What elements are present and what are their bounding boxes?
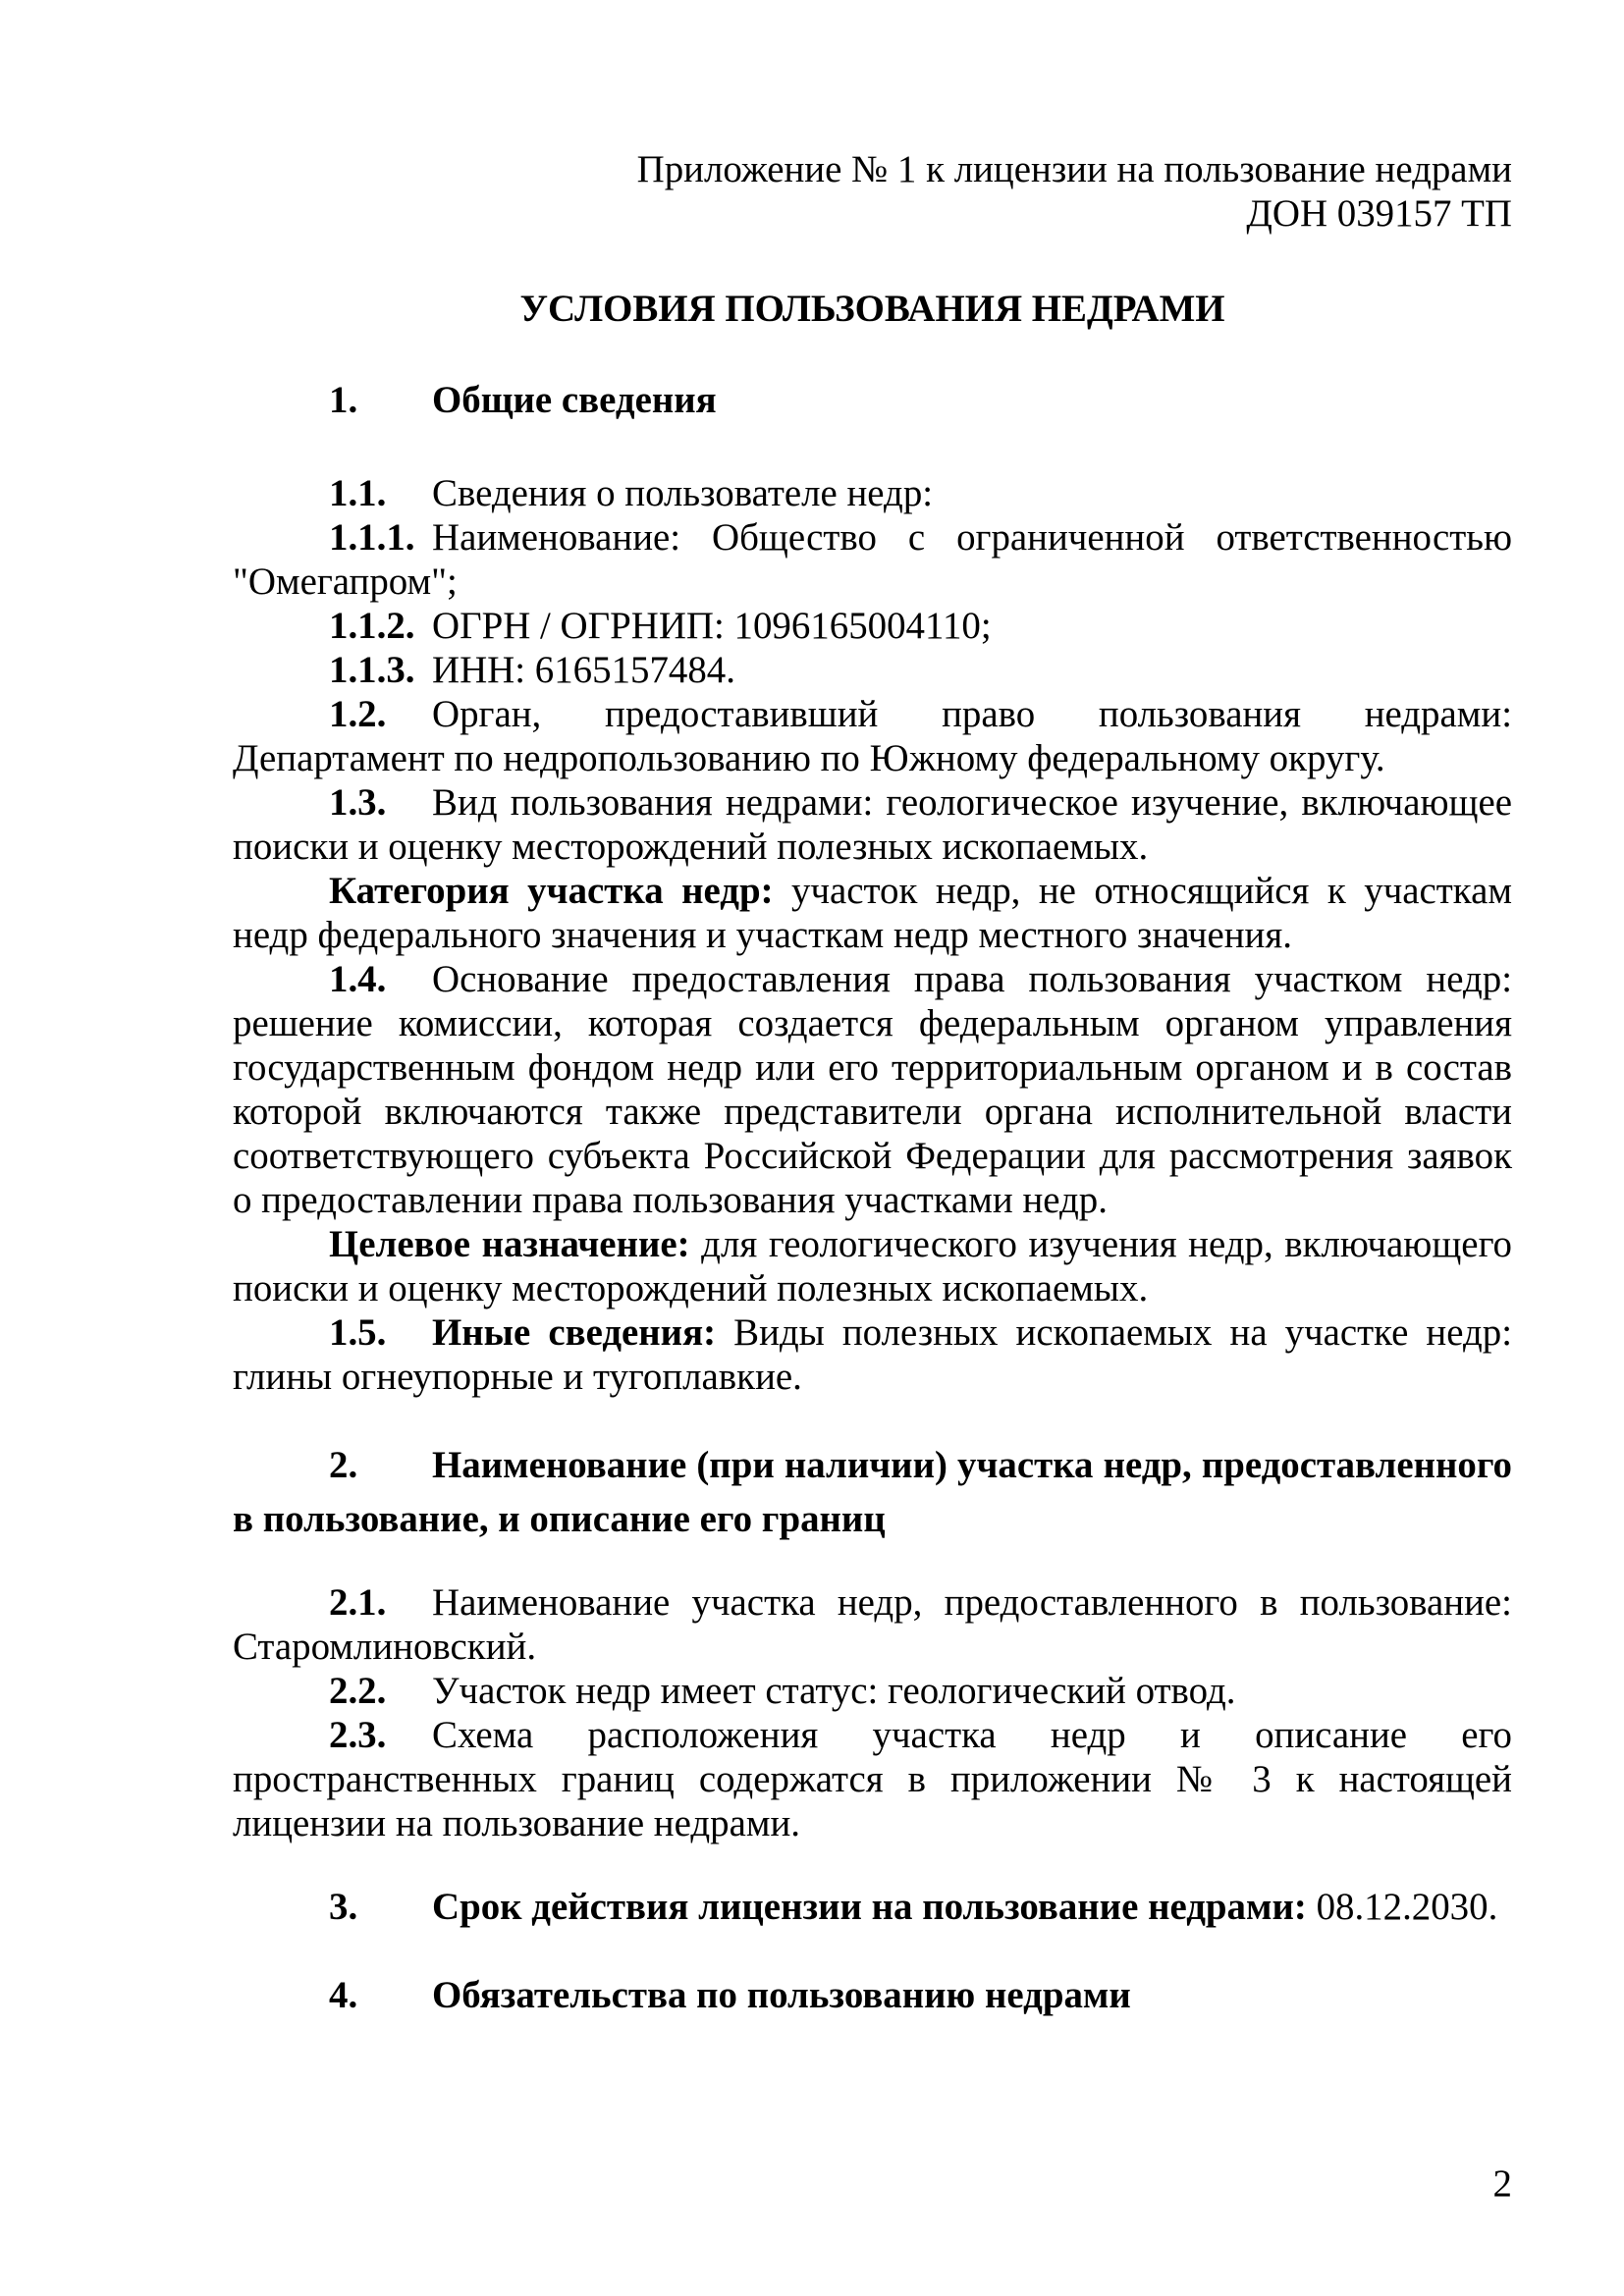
- para-1-2-number: 1.2.: [329, 693, 387, 735]
- para-2-3-text: Схема расположения участка недр и описание его пространственных границ содержатся в приложении № 3 к настоящей лицензии на пользование недрами.: [233, 1714, 1512, 1844]
- para-1-5-number: 1.5.: [329, 1311, 387, 1354]
- para-2-2: [233, 1669, 1512, 1713]
- section-1-number: 1.: [329, 379, 358, 421]
- para-1-1-1-number: 1.1.1.: [329, 516, 415, 559]
- section-4-heading: [233, 1973, 1512, 2017]
- para-1-1-1-text: Наименование: Общество с ограниченной ответственностью "Омегапром";: [233, 516, 1512, 603]
- para-category: [233, 869, 1512, 957]
- para-1-4-number: 1.4.: [329, 958, 387, 1000]
- para-1-3: [233, 780, 1512, 869]
- section-3-label: Срок действия лицензии на пользование недрами:: [432, 1886, 1307, 1928]
- para-1-1-number: 1.1.: [329, 472, 387, 514]
- para-2-2-text: Участок недр имеет статус: геологический отвод.: [432, 1670, 1236, 1712]
- section-2-heading: [233, 1438, 1512, 1546]
- para-2-3: [233, 1713, 1512, 1845]
- para-2-1: [233, 1580, 1512, 1669]
- para-1-5-text: Виды полезных ископаемых на участке недр: глины огнеупорные и тугоплавкие.: [233, 1311, 1513, 1398]
- para-1-1: [233, 471, 1512, 515]
- para-2-1-text: Наименование участка недр, предоставленного в пользование: Старомлиновский.: [233, 1581, 1512, 1668]
- page-number: 2: [1492, 2163, 1512, 2205]
- section-3-number: 3.: [329, 1886, 358, 1928]
- para-1-1-2: [233, 604, 1512, 648]
- para-category-text: участок недр, не относящийся к участкам недр федерального значения и участкам недр местного значения.: [233, 870, 1512, 956]
- section-3-heading: [233, 1885, 1512, 1929]
- section-3-value: 08.12.2030.: [1316, 1886, 1498, 1928]
- para-1-1-3-text: ИНН: 6165157484.: [432, 649, 735, 691]
- section-4-number: 4.: [329, 1974, 358, 2016]
- appendix-reference: Приложение № 1 к лицензии на пользование недрами: [636, 148, 1512, 190]
- para-2-1-number: 2.1.: [329, 1581, 387, 1624]
- para-1-3-number: 1.3.: [329, 781, 387, 824]
- para-category-label: Категория участка недр:: [329, 870, 774, 912]
- section-2-title: Наименование (при наличии) участка недр, предоставленного в пользование, и описание его границ: [233, 1444, 1512, 1540]
- section-4-title: Обязательства по пользованию недрами: [432, 1974, 1131, 2016]
- para-purpose: [233, 1222, 1512, 1310]
- para-2-2-number: 2.2.: [329, 1670, 387, 1712]
- para-1-1-3-number: 1.1.3.: [329, 649, 415, 691]
- para-1-1-3: [233, 648, 1512, 692]
- para-1-1-1: [233, 515, 1512, 604]
- section-1-title: Общие сведения: [432, 379, 717, 421]
- para-1-3-text: Вид пользования недрами: геологическое изучение, включающее поиски и оценку месторождений полезных ископаемых.: [233, 781, 1512, 868]
- section-2-number: 2.: [329, 1444, 358, 1486]
- license-number: ДОН 039157 ТП: [1246, 192, 1512, 235]
- para-1-5-label: Иные сведения:: [432, 1311, 717, 1354]
- para-purpose-label: Целевое назначение:: [329, 1223, 690, 1265]
- section-1-heading: [233, 378, 1512, 422]
- para-1-1-2-text: ОГРН / ОГРНИП: 1096165004110;: [432, 605, 992, 647]
- document-title: УСЛОВИЯ ПОЛЬЗОВАНИЯ НЕДРАМИ: [519, 288, 1225, 330]
- para-1-4-text: Основание предоставления права пользования участком недр: решение комиссии, которая создается федеральным органом управления государственным фондом недр или его территориальным органом и в состав которой включаются также представители органа исполнительной власти соответствующего субъекта Российской Федерации для рассмотрения заявок о предоставлении права пользования участками недр.: [233, 958, 1512, 1221]
- para-purpose-text: для геологического изучения недр, включающего поиски и оценку месторождений полезных ископаемых.: [233, 1223, 1512, 1309]
- para-2-3-number: 2.3.: [329, 1714, 387, 1756]
- para-1-2: [233, 692, 1512, 780]
- para-1-1-text: Сведения о пользователе недр:: [432, 472, 934, 514]
- para-1-5: [233, 1310, 1512, 1399]
- para-1-4: [233, 957, 1512, 1222]
- para-1-1-2-number: 1.1.2.: [329, 605, 415, 647]
- para-1-2-text: Орган, предоставивший право пользования недрами: Департамент по недропользованию по Южному федеральному округу.: [233, 693, 1512, 779]
